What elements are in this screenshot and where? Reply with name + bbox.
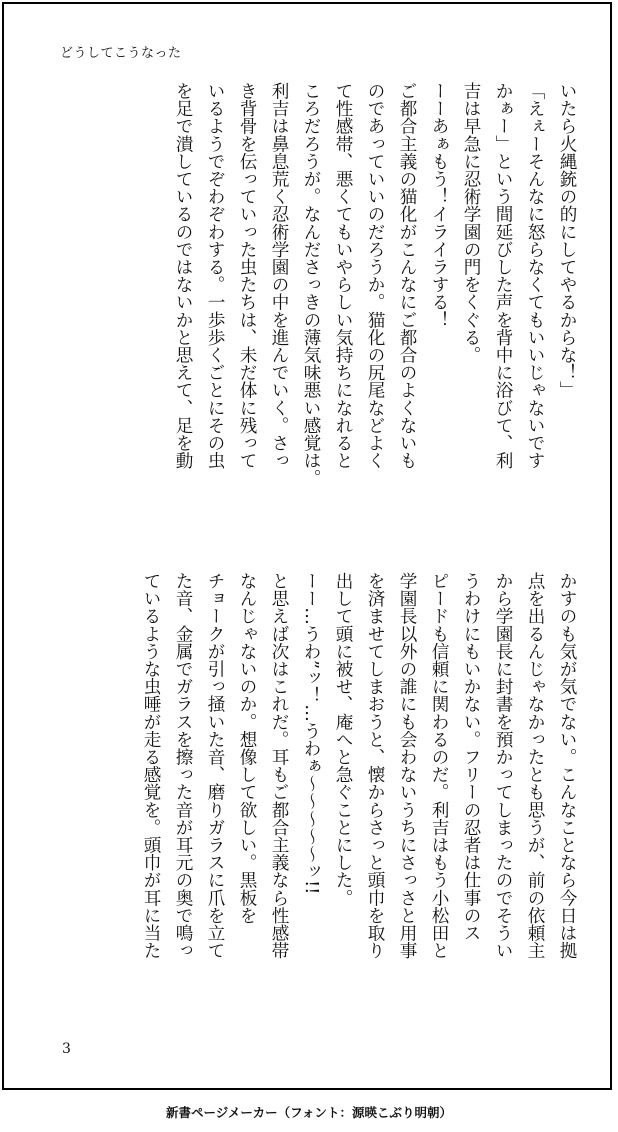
text-line: ご都合主義の猫化がこんなにご都合のよくないも [397,82,417,470]
text-line: いるようでぞわぞわする。一歩歩くごとにその虫 [205,82,225,470]
text-line: かぁー」という間延びした声を背中に浴びて、利 [493,82,513,470]
text-line: ーー…うわ”ッ！…うわぁ〜〜〜〜〜ッ!! [301,572,321,895]
text-line: 「えぇーそんなに怒らなくてもいいじゃないです [525,82,545,470]
text-line: から学園長に封書を預かってしまったのでそうい [493,572,513,960]
footer-credit: 新書ページメーカー（フォント：源暎こぶり明朝） [165,1105,452,1120]
text-line: 吉は早急に忍術学園の門をくぐる。 [461,82,481,364]
lower-text-column [135,572,583,1012]
text-line: き背骨を伝っていった虫たちは、未だ体に残って [237,82,257,470]
text-line: を足で潰しているのではないかと思えて、足を動 [173,82,193,470]
text-line: なんじゃないのか。想像して欲しい。黒板を [237,572,257,924]
text-line: のであっていいのだろうか。猫化の尻尾などよく [365,82,385,470]
text-line: 利吉は鼻息荒く忍術学園の中を進んでいく。さっ [269,82,289,470]
text-line: た音、金属でガラスを擦った音が耳元の奥で鳴っ [173,572,193,960]
text-line: ころだろうが。なんださっきの薄気味悪い感覚は。 [301,82,321,487]
text-line: て性感帯、悪くてもいやらしい気持ちになれると [333,82,353,470]
text-line: 出して頭に被せ、庵へと急ぐことにした。 [333,572,353,907]
text-line: を済ませてしまおうと、懐からさっと頭巾を取り [365,572,385,960]
text-line: ピードも信頼に関わるのだ。利吉はもう小松田と [429,572,449,960]
running-head: どうしてこうなった [60,46,182,61]
page-frame [2,2,612,1090]
text-line: かすのも気が気でない。こんなことなら今日は拠 [557,572,577,960]
text-line: と思えば次はこれだ。耳もご都合主義なら性感帯 [269,572,289,960]
upper-text-column [167,82,583,522]
text-line: いたら火縄銃の的にしてやるからな！」 [557,82,577,399]
text-line: ているような虫唾が走る感覚を。頭巾が耳に当た [141,572,161,960]
text-line: ーーあぁもう！イライラする！ [429,82,449,329]
text-line: うわけにもいかない。フリーの忍者は仕事のス [461,572,481,942]
page-number: 3 [62,1041,71,1057]
text-line: 学園長以外の誰にも会わないうちにさっさと用事 [397,572,417,960]
text-line: 点を出るんじゃなかったとも思うが、前の依頼主 [525,572,545,960]
text-line: チョークが引っ掻いた音、磨りガラスに爪を立て [205,572,225,960]
